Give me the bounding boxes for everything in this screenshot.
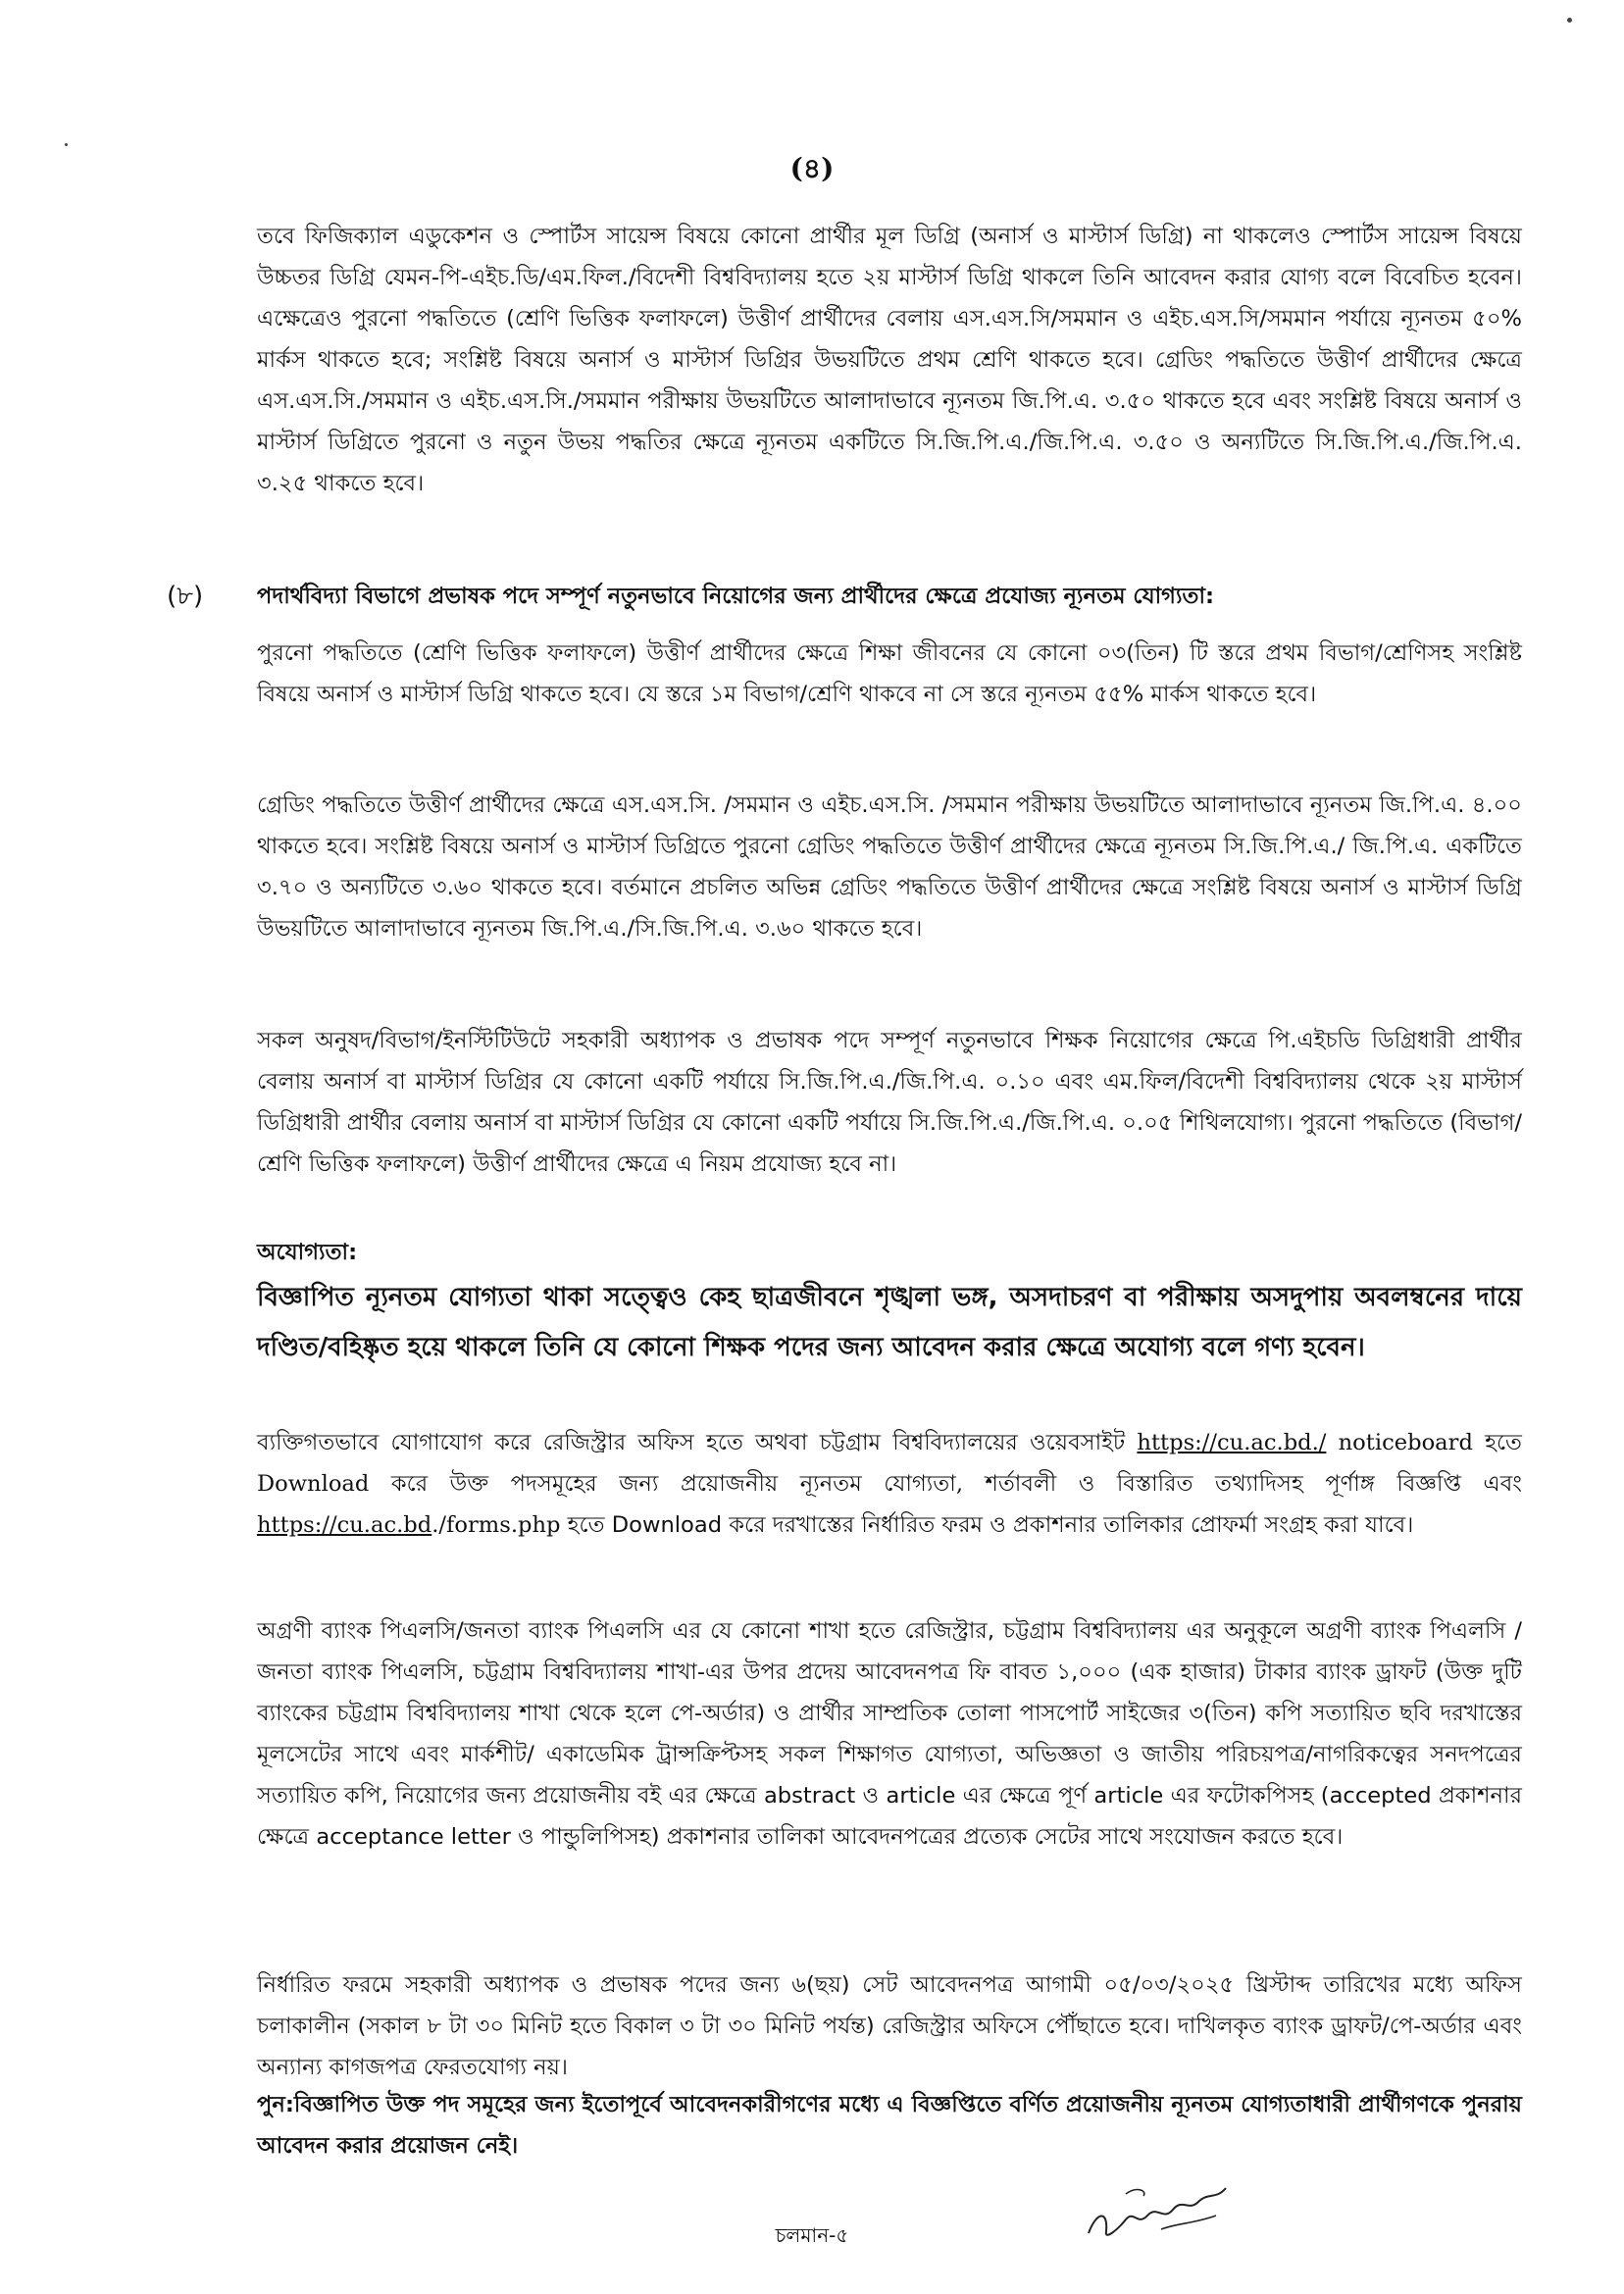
grading-paragraph: গ্রেডিং পদ্ধতিতে উত্তীর্ণ প্রার্থীদের ক্ষেত্রে এস.এস.সি. /সমমান ও এইচ.এস.সি. /সমমান পরীক্ষায় উভয়টিতে আলাদাভাবে ন্যূনতম জি.পি.এ. ৪.০০ থাকতে হবে। সংশ্লিষ্ট বিষয়ে অনার্স ও মাস্টার্স ডিগ্রিতে পুরনো গ্রেডিং পদ্ধতিতে উত্তীর্ণ প্রার্থীদের ক্ষেত্রে ন্যূনতম সি.জি.পি.এ./ জি.পি.এ. একটিতে ৩.৭০ ও অন্যটিতে ৩.৬০ থাকতে হবে। বর্তমানে প্রচলিত অভিন্ন গ্রেডিং পদ্ধতিতে উত্তীর্ণ প্রার্থীদের ক্ষেত্রে সংশ্লিষ্ট বিষয়ে অনার্স ও মাস্টার্স ডিগ্রি উভয়টিতে আলাদাভাবে ন্যূনতম জি.পি.এ./সি.জি.পি.এ. ৩.৬০ থাকতে হবে। <box>257 792 1522 942</box>
scan-speck <box>1567 18 1572 23</box>
download-paragraph <box>257 1422 1522 1546</box>
old-system-paragraph: পুরনো পদ্ধতিতে (শ্রেণি ভিত্তিক ফলাফলে) উত্তীর্ণ প্রার্থীদের ক্ষেত্রে শিক্ষা জীবনের যে কোনো ০৩(তিন) টি স্তরে প্রথম বিভাগ/শ্রেণিসহ সংশ্লিষ্ট বিষয়ে অনার্স ও মাস্টার্স ডিগ্রি থাকতে হবে। যে স্তরে ১ম বিভাগ/শ্রেণি থাকবে না সে স্তরে ন্যূনতম ৫৫% মার্কস থাকতে হবে। <box>257 640 1522 707</box>
readvertised-note: পুন:বিজ্ঞাপিত উক্ত পদ সমূহের জন্য ইতোপূর্বে আবেদনকারীগণের মধ্যে এ বিজ্ঞপ্তিতে বর্ণিত প্রয়োজনীয় ন্যূনতম যোগ্যতাধারী প্রার্থীগণকে পুনরায় আবেদন করার প্রয়োজন নেই। <box>257 2092 1522 2159</box>
disqualification-heading: অযোগ্যতা: <box>257 1240 358 1265</box>
forms-link[interactable]: https://cu.ac.bd <box>257 1512 432 1538</box>
signature <box>1079 2172 1245 2251</box>
download-text-2: noticeboard হতে Download করে উক্ত পদসমূহের জন্য প্রয়োজনীয় ন্যূনতম যোগ্যতা, শর্তাবলী ও বিস্তারিত তথ্যাদিসহ পূর্ণাঙ্গ বিজ্ঞপ্তি এবং <box>257 1430 1522 1497</box>
item-heading: পদার্থবিদ্যা বিভাগে প্রভাষক পদে সম্পূর্ণ নতুনভাবে নিয়োগের জন্য প্রার্থীদের ক্ষেত্রে প্রযোজ্য ন্যূনতম যোগ্যতা: <box>257 584 1215 609</box>
bank-draft-paragraph: অগ্রণী ব্যাংক পিএলসি/জনতা ব্যাংক পিএলসি এর যে কোনো শাখা হতে রেজিস্ট্রার, চট্টগ্রাম বিশ্ববিদ্যালয় এর অনুকূলে অগ্রণী ব্যাংক পিএলসি /জনতা ব্যাংক পিএলসি, চট্টগ্রাম বিশ্ববিদ্যালয় শাখা-এর উপর প্রদেয় আবেদনপত্র ফি বাবত ১,০০০ (এক হাজার) টাকার ব্যাংক ড্রাফট (উক্ত দুটি ব্যাংকের চট্টগ্রাম বিশ্ববিদ্যালয় শাখা থেকে হলে পে-অর্ডার) ও প্রার্থীর সাম্প্রতিক তোলা পাসপোর্ট সাইজের ৩(তিন) কপি সত্যায়িত ছবি দরখাস্তের মূলসেটের সাথে এবং মার্কশীট/ একাডেমিক ট্রান্সক্রিপ্টসহ সকল শিক্ষাগত যোগ্যতা, অভিজ্ঞতা ও জাতীয় পরিচয়পত্র/নাগরিকত্বের সনদপত্রের সত্যায়িত কপি, নিয়োগের জন্য প্রয়োজনীয় বই এর ক্ষেত্রে abstract ও article এর ক্ষেত্রে পূর্ণ article এর ফটোকপিসহ (accepted প্রকাশনার ক্ষেত্রে acceptance letter ও পান্ডুলিপিসহ) প্রকাশনার তালিকা আবেদনপত্রের প্রত্যেক সেটের সাথে সংযোজন করতে হবে। <box>257 1618 1522 1850</box>
noticeboard-link[interactable]: https://cu.ac.bd./ <box>1137 1430 1327 1455</box>
download-text-3: হতে Download করে দরখাস্তের নির্ধারিত ফরম ও প্রকাশনার তালিকার প্রোফর্মা সংগ্রহ করা যাবে। <box>567 1512 1414 1538</box>
relaxation-paragraph: সকল অনুষদ/বিভাগ/ইনস্টিটিউটে সহকারী অধ্যাপক ও প্রভাষক পদে সম্পূর্ণ নতুনভাবে শিক্ষক নিয়োগের ক্ষেত্রে পি.এইচডি ডিগ্রিধারী প্রার্থীর বেলায় অনার্স বা মাস্টার্স ডিগ্রির যে কোনো একটি পর্যায়ে সি.জি.পি.এ./জি.পি.এ. ০.১০ এবং এম.ফিল/বিদেশী বিশ্ববিদ্যালয় থেকে ২য় মাস্টার্স ডিগ্রিধারী প্রার্থীর বেলায় অনার্স বা মাস্টার্স ডিগ্রির যে কোনো একটি পর্যায়ে সি.জি.পি.এ./জি.পি.এ. ০.০৫ শিথিলযোগ্য। পুরনো পদ্ধতিতে (বিভাগ/শ্রেণি ভিত্তিক ফলাফলে) উত্তীর্ণ প্রার্থীদের ক্ষেত্রে এ নিয়ম প্রযোজ্য হবে না। <box>257 1028 1522 1177</box>
item-number: (৮) <box>167 582 204 611</box>
disqualification-paragraph: বিজ্ঞাপিত ন্যূনতম যোগ্যতা থাকা সত্ত্বেও কেহ ছাত্রজীবনে শৃঙ্খলা ভঙ্গ, অসদাচরণ বা পরীক্ষায় অসদুপায় অবলম্বনের দায়ে দণ্ডিত/বহিষ্কৃত হয়ে থাকলে তিনি যে কোনো শিক্ষক পদের জন্য আবেদন করার ক্ষেত্রে অযোগ্য বলে গণ্য হবেন। <box>257 1283 1522 1362</box>
page-number: (৪) <box>789 152 835 184</box>
forms-link-path: ./forms.php <box>431 1512 561 1538</box>
scan-speck <box>65 143 68 146</box>
deadline-paragraph: নির্ধারিত ফরমে সহকারী অধ্যাপক ও প্রভাষক পদের জন্য ৬(ছয়) সেট আবেদনপত্র আগামী ০৫/০৩/২০২৫ খ্রিস্টাব্দ তারিখের মধ্যে অফিস চলাকালীন (সকাল ৮ টা ৩০ মিনিট হতে বিকাল ৩ টা ৩০ মিনিট পর্যন্ত) রেজিস্ট্রার অফিসে পৌঁছাতে হবে। দাখিলকৃত ব্যাংক ড্রাফট/পে-অর্ডার এবং অন্যান্য কাগজপত্র ফেরতযোগ্য নয়। <box>257 1972 1522 2080</box>
continuation-marker: চলমান-৫ <box>775 2223 849 2247</box>
intro-paragraph: তবে ফিজিক্যাল এডুকেশন ও স্পোর্টস সায়েন্স বিষয়ে কোনো প্রার্থীর মূল ডিগ্রি (অনার্স ও মাস্টার্স ডিগ্রি) না থাকলেও স্পোর্টস সায়েন্স বিষয়ে উচ্চতর ডিগ্রি যেমন-পি-এইচ.ডি/এম.ফিল./বিদেশী বিশ্ববিদ্যালয় হতে ২য় মাস্টার্স ডিগ্রি থাকলে তিনি আবেদন করার যোগ্য বলে বিবেচিত হবেন। এক্ষেত্রেও পুরনো পদ্ধতিতে (শ্রেণি ভিত্তিক ফলাফলে) উত্তীর্ণ প্রার্থীদের বেলায় এস.এস.সি/সমমান ও এইচ.এস.সি/সমমান পর্যায়ে ন্যূনতম ৫০% মার্কস থাকতে হবে; সংশ্লিষ্ট বিষয়ে অনার্স ও মাস্টার্স ডিগ্রির উভয়টিতে প্রথম শ্রেণি থাকতে হবে। গ্রেডিং পদ্ধতিতে উত্তীর্ণ প্রার্থীদের ক্ষেত্রে এস.এস.সি./সমমান ও এইচ.এস.সি./সমমান পরীক্ষায় উভয়টিতে আলাদাভাবে ন্যূনতম জি.পি.এ. ৩.৫০ থাকতে হবে এবং সংশ্লিষ্ট বিষয়ে অনার্স ও মাস্টার্স ডিগ্রিতে পুরনো ও নতুন উভয় পদ্ধতির ক্ষেত্রে ন্যূনতম একটিতে সি.জি.পি.এ./জি.পি.এ. ৩.৫০ ও অন্যটিতে সি.জি.পি.এ./জি.পি.এ. ৩.২৫ থাকতে হবে। <box>257 224 1523 496</box>
download-text-1: ব্যক্তিগতভাবে যোগাযোগ করে রেজিস্ট্রার অফিস হতে অথবা চট্টগ্রাম বিশ্ববিদ্যালয়ের ওয়েবসাইট <box>257 1430 1126 1455</box>
